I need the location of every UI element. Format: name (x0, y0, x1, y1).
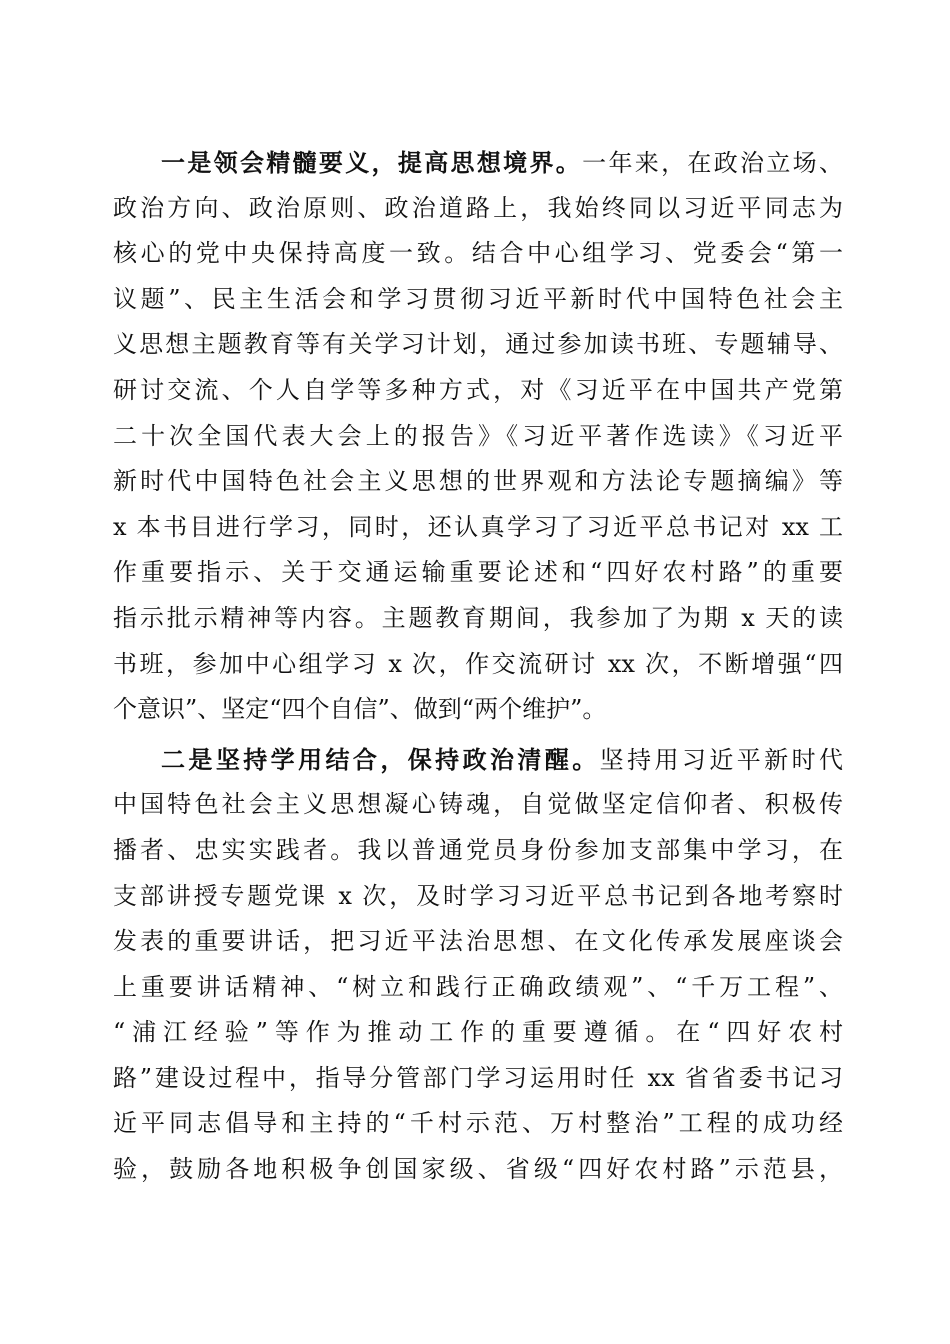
paragraph-line: 个意识”、坚定“四个自信”、做到“两个维护”。 (113, 695, 607, 724)
paragraph-line: 核心的党中央保持高度一致。结合中心组学习、党委会“第一 (113, 239, 843, 268)
paragraph-line: 近平同志倡导和主持的“千村示范、万村整治”工程的成功经 (113, 1109, 843, 1138)
paragraph-line: x 本书目进行学习，同时，还认真学习了习近平总书记对 xx 工 (113, 512, 843, 541)
paragraph-line: 政治方向、政治原则、政治道路上，我始终同以习近平同志为 (113, 193, 843, 222)
paragraph-line: 验，鼓励各地积极争创国家级、省级“四好农村路”示范县， (113, 1155, 843, 1184)
paragraph-line: 上重要讲话精神、“树立和践行正确政绩观”、“千万工程”、 (113, 972, 843, 1001)
paragraph-2 (113, 737, 843, 1193)
paragraph-line: 指示批示精神等内容。主题教育期间，我参加了为期 x 天的读 (113, 603, 843, 632)
paragraph-lead-heading: 一是领会精髓要义，提高思想境界。 (161, 148, 583, 177)
paragraph-line: 议题”、民主生活会和学习贯彻习近平新时代中国特色社会主 (113, 284, 843, 313)
paragraph-line-text: 坚持用习近平新时代 (599, 745, 844, 774)
paragraph-line: 路”建设过程中，指导分管部门学习运用时任 xx 省省委书记习 (113, 1063, 843, 1092)
paragraph-lead-heading: 二是坚持学用结合，保持政治清醒。 (161, 744, 600, 774)
paragraph-line: “浦江经验”等作为推动工作的重要遵循。在“四好农村 (113, 1018, 843, 1047)
paragraph-1 (113, 140, 843, 733)
paragraph-line (113, 737, 843, 783)
paragraph-line: 研讨交流、个人自学等多种方式，对《习近平在中国共产党第 (113, 375, 843, 404)
paragraph-line: 书班，参加中心组学习 x 次，作交流研讨 xx 次，不断增强“四 (113, 649, 843, 678)
paragraph-line (113, 140, 843, 186)
paragraph-line: 二十次全国代表大会上的报告》《习近平著作选读》《习近平 (113, 421, 843, 450)
paragraph-line: 新时代中国特色社会主义思想的世界观和方法论专题摘编》等 (113, 467, 843, 496)
paragraph-line: 发表的重要讲话，把习近平法治思想、在文化传承发展座谈会 (113, 927, 843, 956)
paragraph-line: 作重要指示、关于交通运输重要论述和“四好农村路”的重要 (113, 558, 843, 587)
paragraph-line-text: 一年来，在政治立场、 (582, 149, 844, 177)
body-text (113, 140, 843, 1193)
paragraph-line: 播者、忠实实践者。我以普通党员身份参加支部集中学习，在 (113, 835, 843, 864)
paragraph-line: 中国特色社会主义思想凝心铸魂，自觉做坚定信仰者、积极传 (113, 790, 843, 819)
paragraph-line: 支部讲授专题党课 x 次，及时学习习近平总书记到各地考察时 (113, 881, 843, 910)
paragraph-line: 义思想主题教育等有关学习计划，通过参加读书班、专题辅导、 (113, 330, 843, 359)
